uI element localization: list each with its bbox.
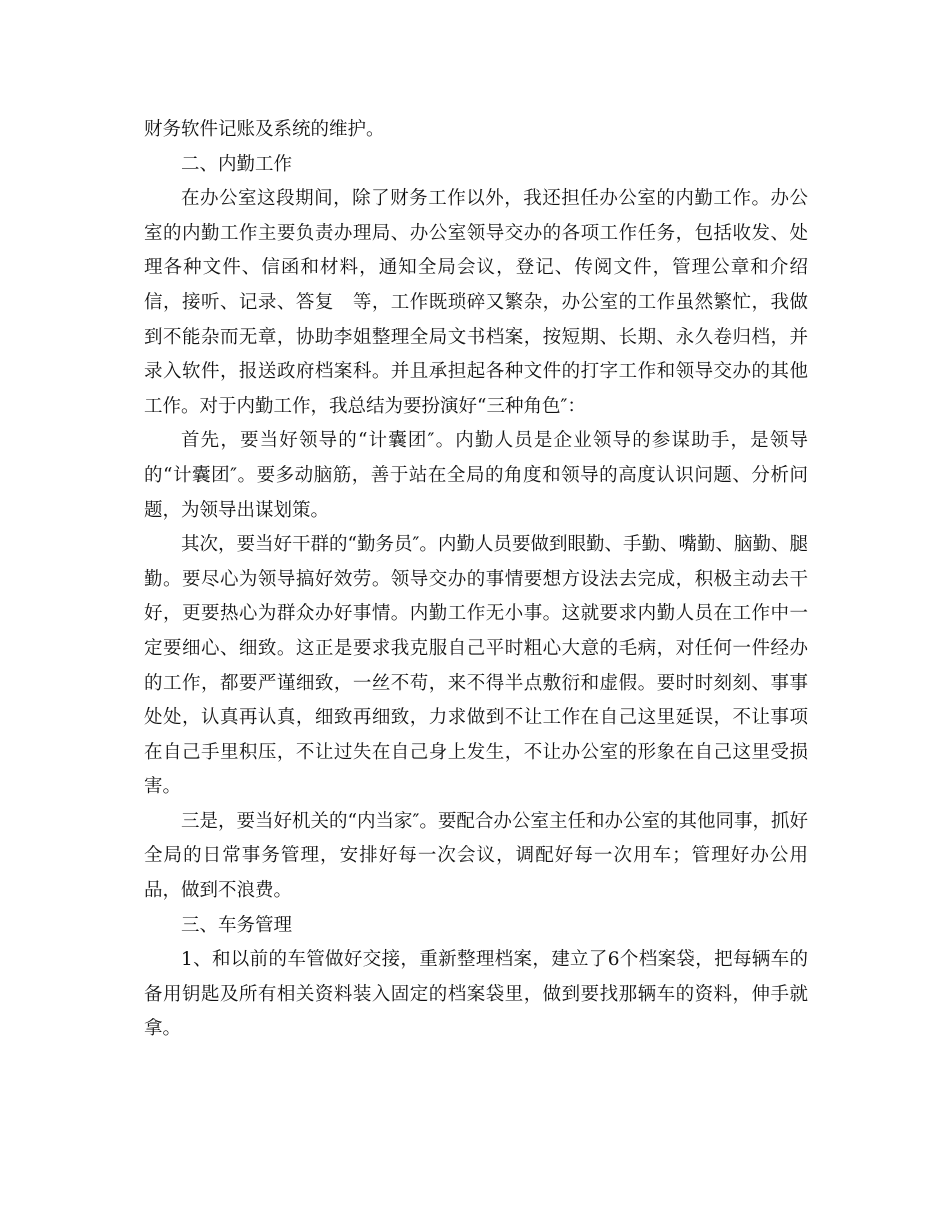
paragraph-vehicle-handover: 1、和以前的车管做好交接，重新整理档案，建立了6个档案袋，把每辆车的备用钥匙及所有相关资料装入固定的档案袋里，做到要找那辆车的资料，伸手就拿。 [144, 949, 808, 1040]
document-body [144, 113, 808, 1047]
paragraph-continuation: 财务软件记账及系统的维护。 [144, 119, 385, 140]
paragraph-internal-affairs-intro: 在办公室这段期间，除了财务工作以外，我还担任办公室的内勤工作。办公室的内勤工作主要负责办理局、办公室领导交办的各项工作任务，包括收发、处理各种文件、信函和材料，通知全局会议，登记、传阅文件，管理公章和介绍信，接听、记录、答复 等，工作既琐碎又繁杂，办公室的工作虽然繁忙，我做到不能杂而无章，协助李姐整理全局文书档案，按短期、长期、永久卷归档，并录入软件，报送政府档案科。并且承担起各种文件的打字工作和领导交办的其他工作。对于内勤工作，我总结为要扮演好“三种角色″： [144, 188, 808, 417]
section-heading-vehicle-management: 三、车务管理 [181, 914, 293, 936]
paragraph-role-service: 其次，要当好干群的“勤务员″。内勤人员要做到眼勤、手勤、嘴勤、脑勤、腿勤。要尽心为领导搞好效劳。领导交办的事情要想方设法去完成，积极主动去干好，更要热心为群众办好事情。内勤工作无小事。这就要求内勤人员在工作中一定要细心、细致。这正是要求我克服自己平时粗心大意的毛病，对任何一件经办的工作，都要严谨细致，一丝不苟，来不得半点敷衍和虚假。要时时刻刻、事事处处，认真再认真，细致再细致，力求做到不让工作在自己这里延误，不让事项在自己手里积压，不让过失在自己身上发生，不让办公室的形象在自己这里受损害。 [144, 534, 808, 798]
paragraph-role-advisor: 首先，要当好领导的“计囊团″。内勤人员是企业领导的参谋助手，是领导的“计囊团″。要多动脑筋，善于站在全局的角度和领导的高度认识问题、分析问题，为领导出谋划策。 [144, 430, 808, 521]
section-heading-internal-affairs: 二、内勤工作 [181, 153, 293, 175]
paragraph-role-housekeeper: 三是，要当好机关的“内当家″。要配合办公室主任和办公室的其他同事，抓好全局的日常事务管理，安排好每一次会议，调配好每一次用车；管理好办公用品，做到不浪费。 [144, 810, 808, 902]
